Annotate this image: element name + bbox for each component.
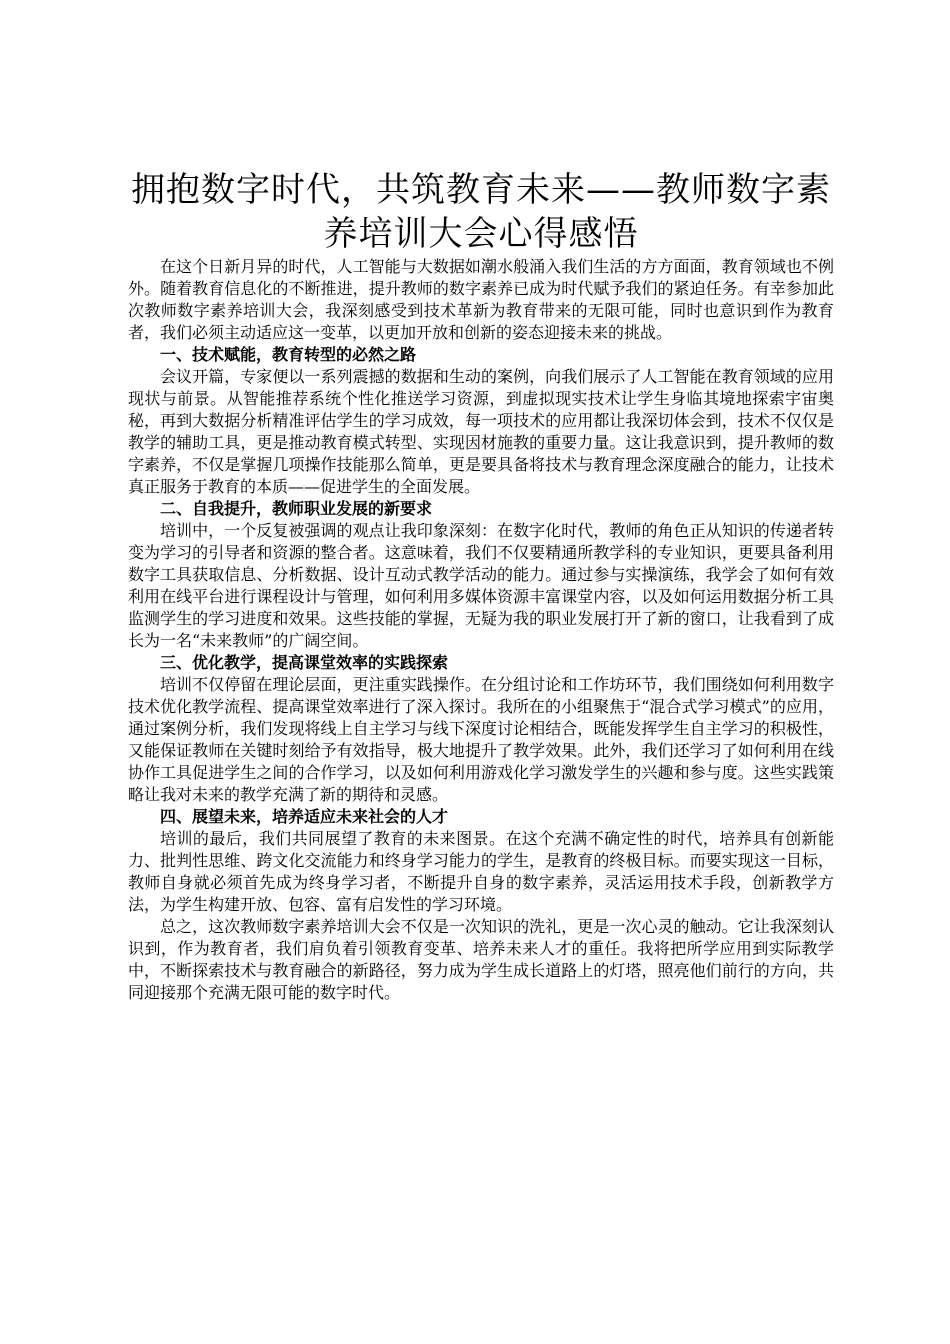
section-heading-4: 四、展望未来，培养适应未来社会的人才 [160, 807, 449, 826]
document-page [128, 168, 834, 1004]
section-heading-1: 一、技术赋能，教育转型的必然之路 [160, 345, 417, 364]
document-title: 拥抱数字时代，共筑教育未来——教师数字素养培训大会心得感悟 [131, 170, 831, 254]
conclusion-paragraph: 总之，这次教师数字素养培训大会不仅是一次知识的洗礼，更是一次心灵的触动。它让我深刻认识到，作为教育者，我们肩负着引领教育变革、培养未来人才的重任。我将把所学应用到实际教学中，不断探索技术与教育融合的新路径，努力成为学生成长道路上的灯塔，照亮他们前行的方向，共同迎接那个充满无限可能的数字时代。 [128, 917, 834, 1002]
section-body-2: 培训中，一个反复被强调的观点让我印象深刻：在数字化时代，教师的角色正从知识的传递者转变为学习的引导者和资源的整合者。这意味着，我们不仅要精通所教学科的专业知识，更要具备利用数字工具获取信息、分析数据、设计互动式教学活动的能力。通过参与实操演练，我学会了如何有效利用在线平台进行课程设计与管理，如何利用多媒体资源丰富课堂内容，以及如何运用数据分析工具监测学生的学习进度和效果。这些技能的掌握，无疑为我的职业发展打开了新的窗口，让我看到了成长为一名“未来教师”的广阔空间。 [128, 521, 834, 650]
section-heading-3: 三、优化教学，提高课堂效率的实践探索 [160, 653, 449, 672]
section-body-1: 会议开篇，专家便以一系列震撼的数据和生动的案例，向我们展示了人工智能在教育领域的应用现状与前景。从智能推荐系统个性化推送学习资源，到虚拟现实技术让学生身临其境地探索宇宙奥秘，再到大数据分析精准评估学生的学习成效，每一项技术的应用都让我深切体会到，技术不仅仅是教学的辅助工具，更是推动教育模式转型、实现因材施教的重要力量。这让我意识到，提升教师的数字素养，不仅是掌握几项操作技能那么简单，更是要具备将技术与教育理念深度融合的能力，让技术真正服务于教育的本质——促进学生的全面发展。 [128, 367, 834, 496]
section-body-4: 培训的最后，我们共同展望了教育的未来图景。在这个充满不确定性的时代，培养具有创新能力、批判性思维、跨文化交流能力和终身学习能力的学生，是教育的终极目标。而要实现这一目标，教师自身就必须首先成为终身学习者，不断提升自身的数字素养，灵活运用技术手段，创新教学方法，为学生构建开放、包容、富有启发性的学习环境。 [128, 829, 834, 914]
intro-paragraph: 在这个日新月异的时代，人工智能与大数据如潮水般涌入我们生活的方方面面，教育领域也不例外。随着教育信息化的不断推进，提升教师的数字素养已成为时代赋予我们的紧迫任务。有幸参加此次教师数字素养培训大会，我深刻感受到技术革新为教育带来的无限可能，同时也意识到作为教育者，我们必须主动适应这一变革，以更加开放和创新的姿态迎接未来的挑战。 [128, 257, 834, 342]
section-body-3: 培训不仅停留在理论层面，更注重实践操作。在分组讨论和工作坊环节，我们围绕如何利用数字技术优化教学流程、提高课堂效率进行了深入探讨。我所在的小组聚焦于“混合式学习模式”的应用，通过案例分析，我们发现将线上自主学习与线下深度讨论相结合，既能发挥学生自主学习的积极性，又能保证教师在关键时刻给予有效指导，极大地提升了教学效果。此外，我们还学习了如何利用在线协作工具促进学生之间的合作学习，以及如何利用游戏化学习激发学生的兴趣和参与度。这些实践策略让我对未来的教学充满了新的期待和灵感。 [128, 675, 834, 804]
section-heading-2: 二、自我提升，教师职业发展的新要求 [160, 499, 433, 518]
